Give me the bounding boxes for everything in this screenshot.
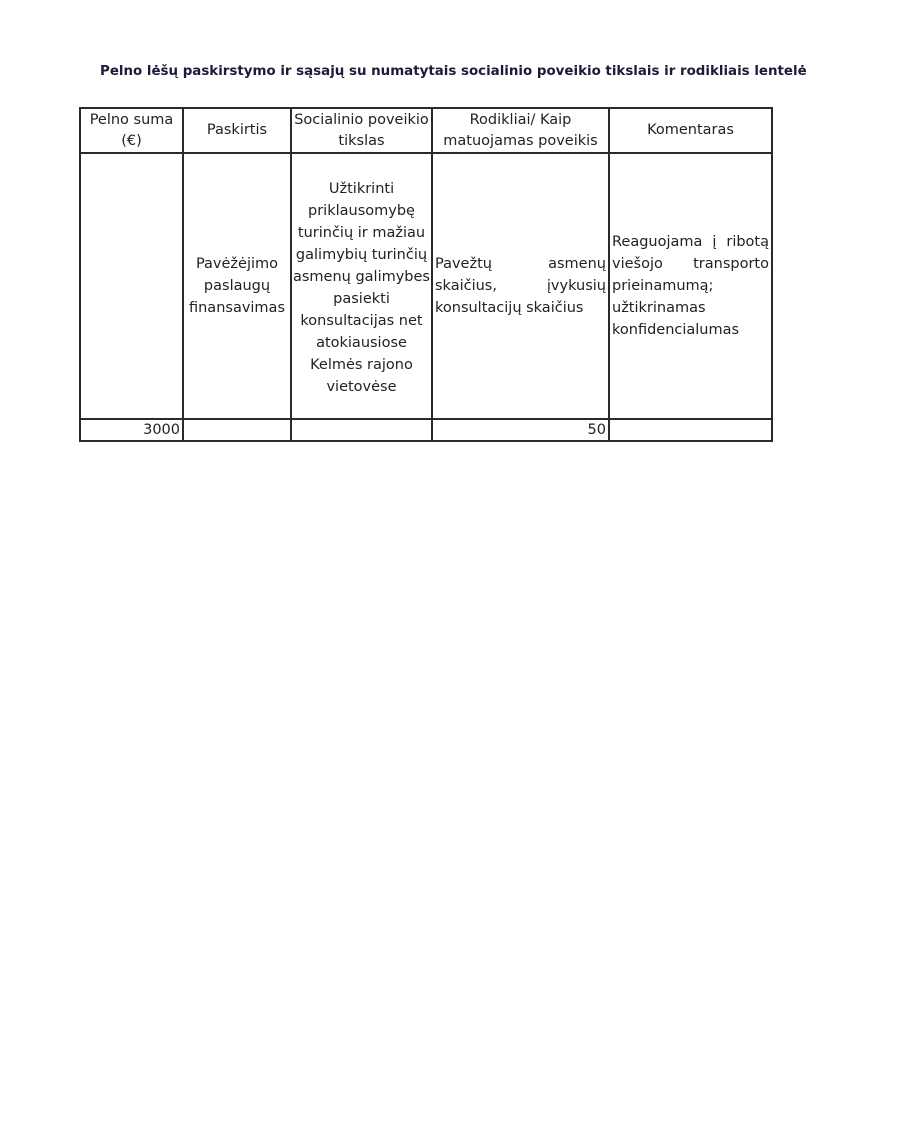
page-title: Pelno lėšų paskirstymo ir sąsajų su numatytais socialinio poveikio tikslais ir rodikliais lentelė	[100, 64, 807, 79]
social-goal-text: Užtikrinti priklausomybę turinčių ir mažiau galimybių turinčių asmenų galimybes pasiekti konsultacijas net atokiausiose Kelmės rajono vietovėse	[292, 181, 430, 395]
totals-row	[80, 419, 772, 441]
cell-comment	[609, 153, 772, 419]
header-indicators: Rodikliai/ Kaip matuojamas poveikis	[432, 108, 609, 153]
table-header-row	[80, 108, 772, 153]
total-indicators: 50	[432, 419, 609, 441]
header-purpose: Paskirtis	[183, 108, 291, 153]
total-purpose	[183, 419, 291, 441]
total-social-goal	[291, 419, 432, 441]
indicators-text: Pavežtų asmenų skaičius, įvykusių konsultacijų skaičius	[435, 256, 606, 316]
header-profit-amount: Pelno suma (€)	[80, 108, 183, 153]
total-comment	[609, 419, 772, 441]
cell-purpose	[183, 153, 291, 419]
comment-text: Reaguojama į ribotą viešojo transporto prieinamumą; užtikrinamas konfidencialumas	[612, 234, 769, 338]
cell-profit-amount	[80, 153, 183, 419]
header-social-goal: Socialinio poveikio tikslas	[291, 108, 432, 153]
header-comment: Komentaras	[609, 108, 772, 153]
profit-allocation-table	[79, 107, 773, 442]
cell-social-goal	[291, 153, 432, 419]
purpose-text: Pavėžėjimo paslaugų finansavimas	[188, 256, 285, 316]
total-profit-amount: 3000	[80, 419, 183, 441]
cell-indicators	[432, 153, 609, 419]
table-row	[80, 153, 772, 419]
